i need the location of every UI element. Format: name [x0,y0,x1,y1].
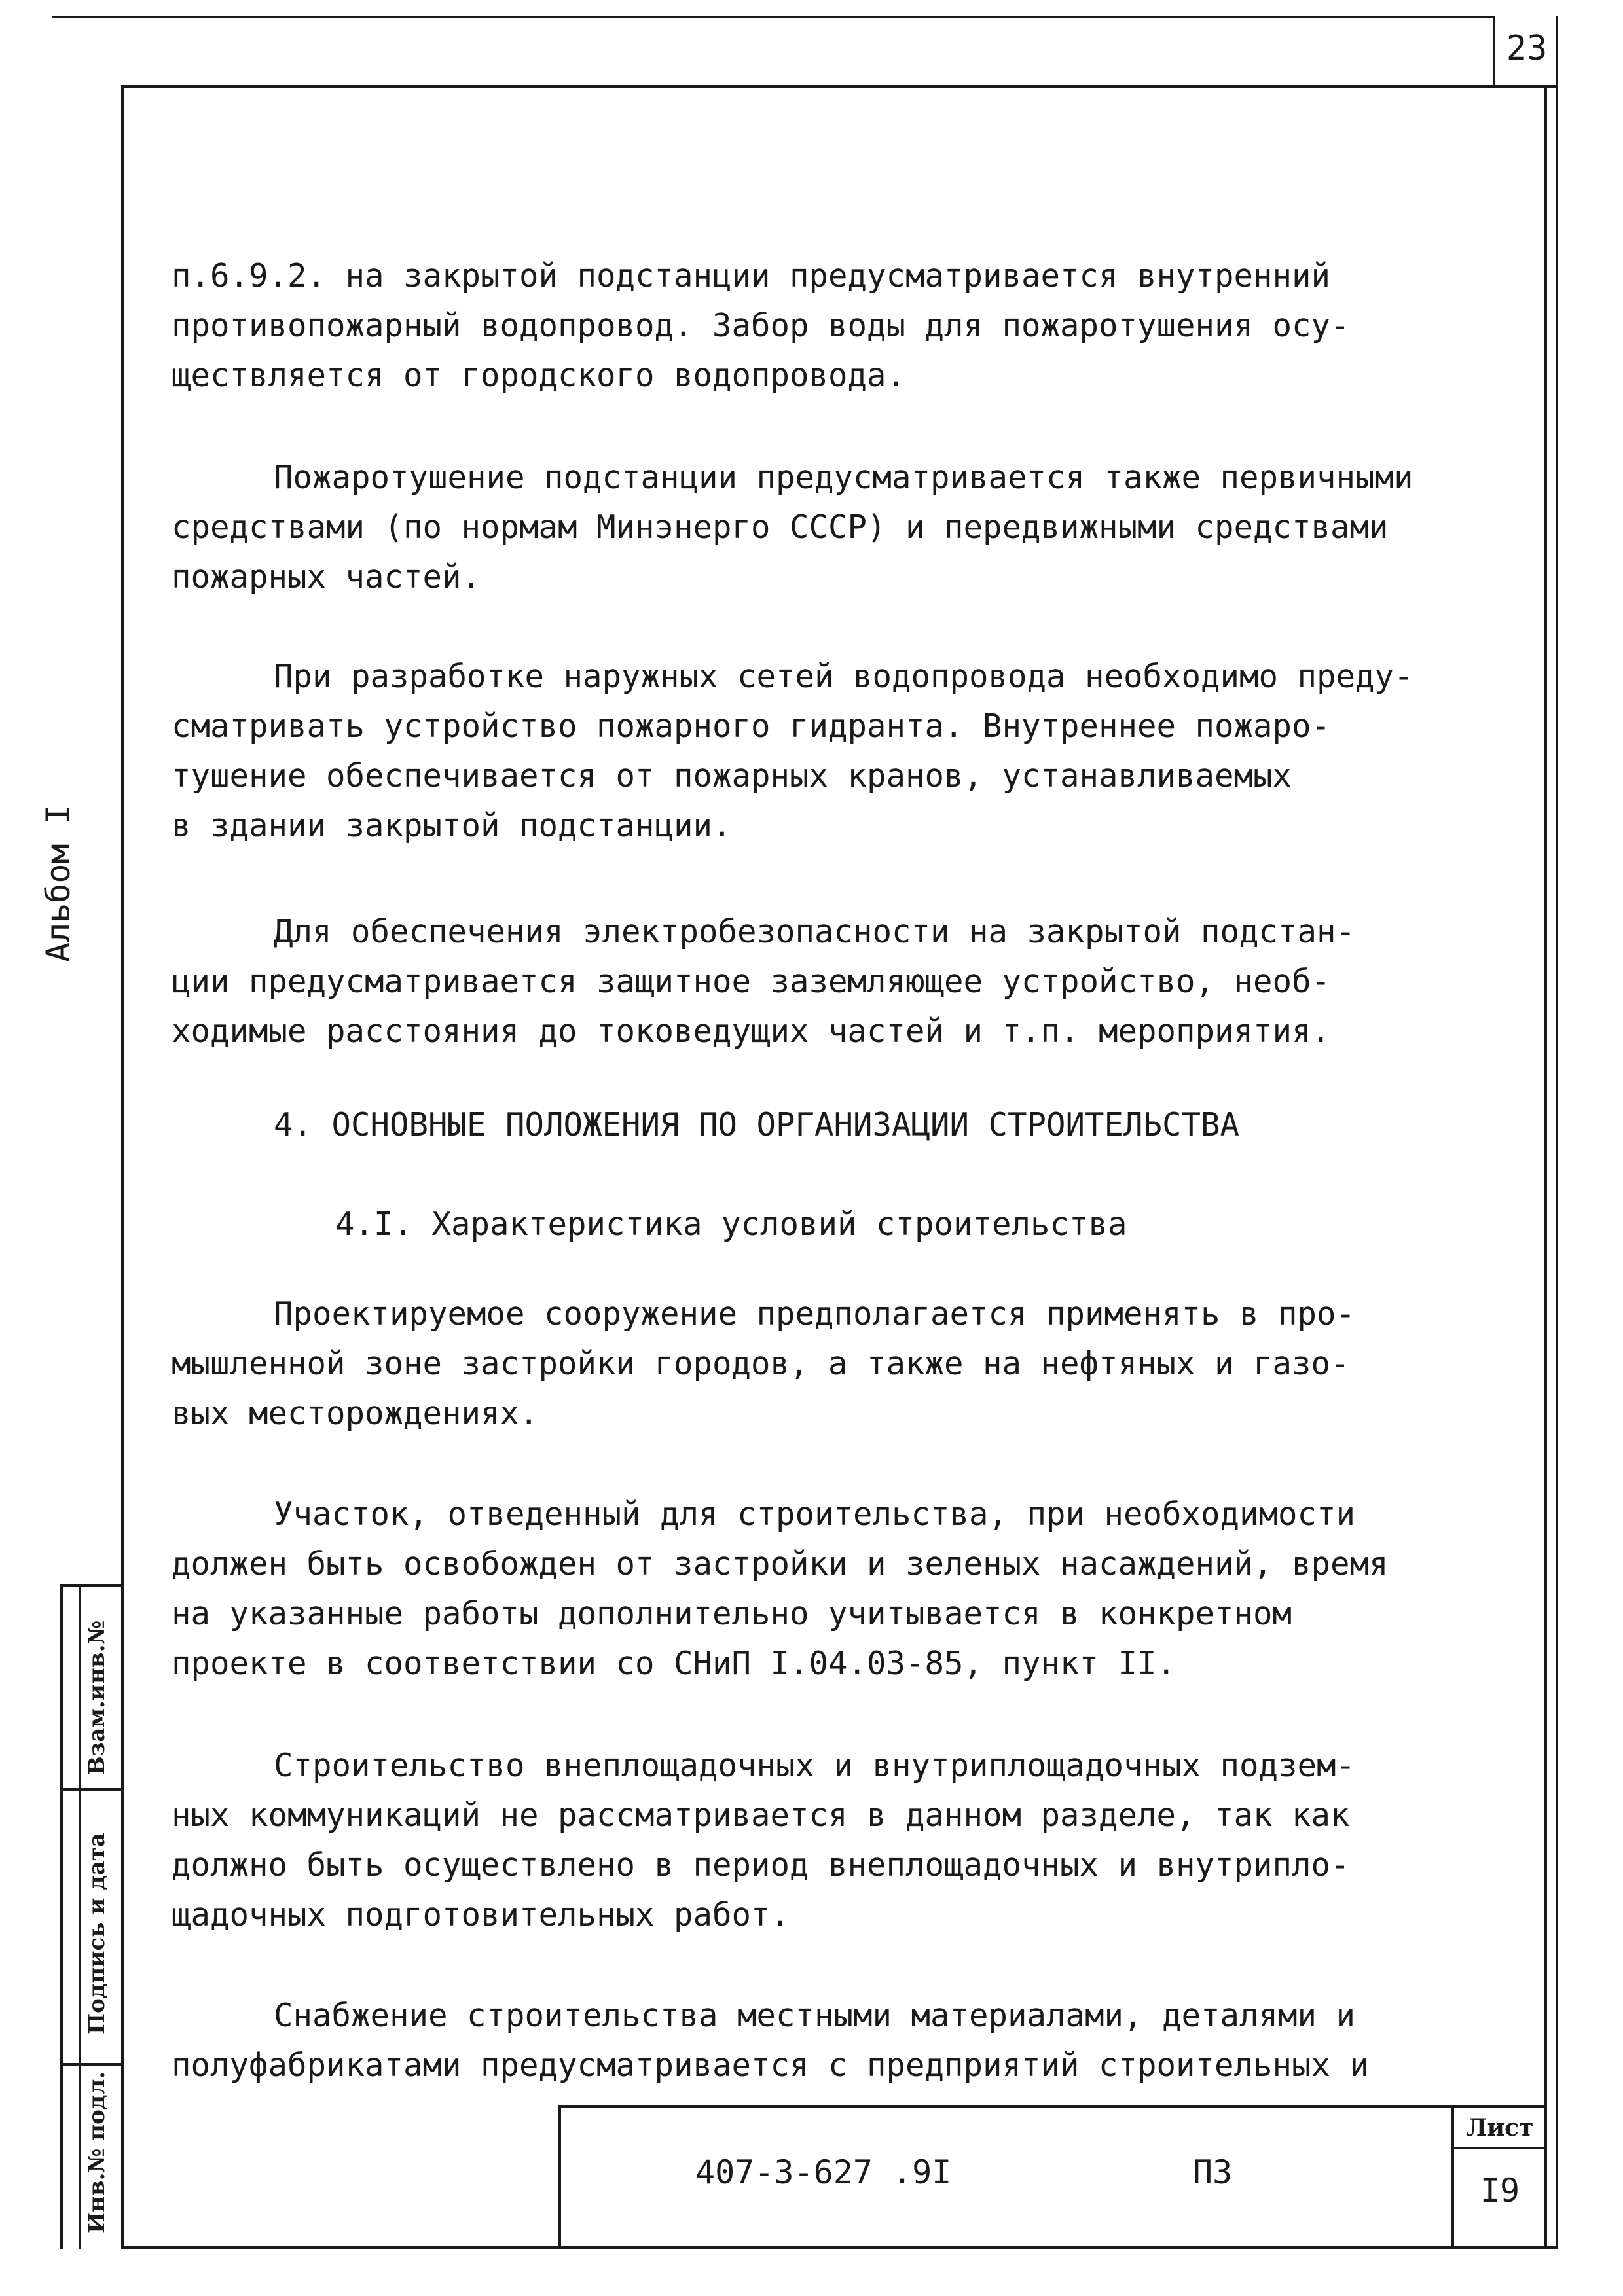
page-number-box-right [1556,16,1558,88]
text-line: Строительство внеплощадочных и внутриплощадочных подзем- [274,1747,1356,1784]
title-block-left [558,2105,561,2249]
title-block-sheet-divider [1451,2105,1454,2249]
sheet-number: I9 [1480,2172,1520,2210]
stamp-signature-date: Подпись и дата [84,1832,110,2034]
text-line: Снабжение строительства местными материалами, деталями и [274,1997,1356,2034]
side-stamp-div1 [60,1788,123,1791]
text-line: полуфабрикатами предусматривается с предприятий строительных и [172,2047,1370,2084]
sheet-label: Лист [1466,2114,1534,2142]
top-rule [52,16,1493,18]
paragraph-site-clearing [172,1490,1481,1689]
text-line: вых месторождениях. [172,1395,539,1432]
text-line: проекте в соответствии со СНиП I.04.03-85, пункт II. [172,1645,1176,1682]
side-stamp-top [60,1584,123,1587]
page-number: 23 [1506,29,1548,68]
text-line: противопожарный водопровод. Забор воды для пожаротушения осу- [172,307,1350,344]
text-line: щадочных подготовительных работ. [172,1896,790,1933]
text-line: сматривать устройство пожарного гидранта. Внутреннее пожаро- [172,708,1331,745]
text-line: Участок, отведенный для строительства, при необходимости [274,1496,1356,1533]
text-line: должно быть осуществлено в период внеплощадочных и внутрипло- [172,1846,1350,1884]
text-line: ных коммуникаций не рассматривается в данном разделе, так как [172,1797,1350,1834]
frame-top [121,85,1558,88]
frame-left [121,85,124,2249]
title-block-top [558,2105,1546,2108]
frame-right-inner [1544,85,1547,2249]
page-number-box-left [1493,16,1495,88]
text-line: Пожаротушение подстанции предусматривается также первичными [274,459,1413,496]
title-block-sheet-label-rule [1451,2147,1546,2149]
stamp-original-inventory: Инв.№ подл. [84,2071,110,2233]
document-code: 407-3-627 .9I [695,2153,952,2191]
text-line: на указанные работы дополнительно учитывается в конкретном [172,1595,1292,1632]
text-line: При разработке наружных сетей водопровода необходимо преду- [274,658,1413,695]
side-stamp-div2 [60,2063,123,2066]
album-label: Альбом I [39,804,77,962]
text-line: пожарных частей. [172,558,481,596]
frame-right-outer [1556,85,1558,2249]
text-line: ции предусматривается защитное заземляющее устройство, необ- [172,963,1331,1000]
subsection-heading: 4.I. Характеристика условий строительства [335,1206,1127,1243]
stamp-inventory-replacement: Взам.инв.№ [84,1620,110,1775]
text-line: ходимые расстояния до токоведущих частей и т.п. мероприятия. [172,1013,1331,1050]
document-type: ПЗ [1193,2153,1233,2191]
text-line: п.6.9.2. на закрытой подстанции предусматривается внутренний [172,257,1331,295]
text-line: тушение обеспечивается от пожарных кранов, устанавливаемых [172,757,1292,795]
side-stamp-left [60,1584,63,2249]
side-stamp-mid [79,1584,81,2249]
text-line: должен быть освобожден от застройки и зеленых насаждений, время [172,1545,1389,1583]
text-line: средствами (по нормам Минэнерго СССР) и передвижными средствами [172,509,1389,546]
text-line: в здании закрытой подстанции. [172,807,732,844]
section-heading: 4. ОСНОВНЫЕ ПОЛОЖЕНИЯ ПО ОРГАНИЗАЦИИ СТРОИТЕЛЬСТВА [274,1106,1240,1143]
paragraph-hydrant [172,652,1481,851]
text-line: Для обеспечения электробезопасности на закрытой подстан- [274,913,1356,950]
text-line: ществляется от городского водопровода. [172,357,906,394]
text-line: мышленной зоне застройки городов, а также на нефтяных и газо- [172,1345,1350,1382]
frame-bottom [121,2246,1558,2249]
paragraph-designed-structure [172,1289,1481,1439]
paragraph-utilities [172,1741,1481,1940]
paragraph-electrical-safety [172,907,1481,1056]
paragraph-primary-extinguishing [172,453,1481,602]
paragraph-materials-supply [172,1991,1481,2090]
text-line: Проектируемое сооружение предполагается применять в про- [274,1295,1356,1333]
paragraph-fire-water-supply [172,251,1481,401]
